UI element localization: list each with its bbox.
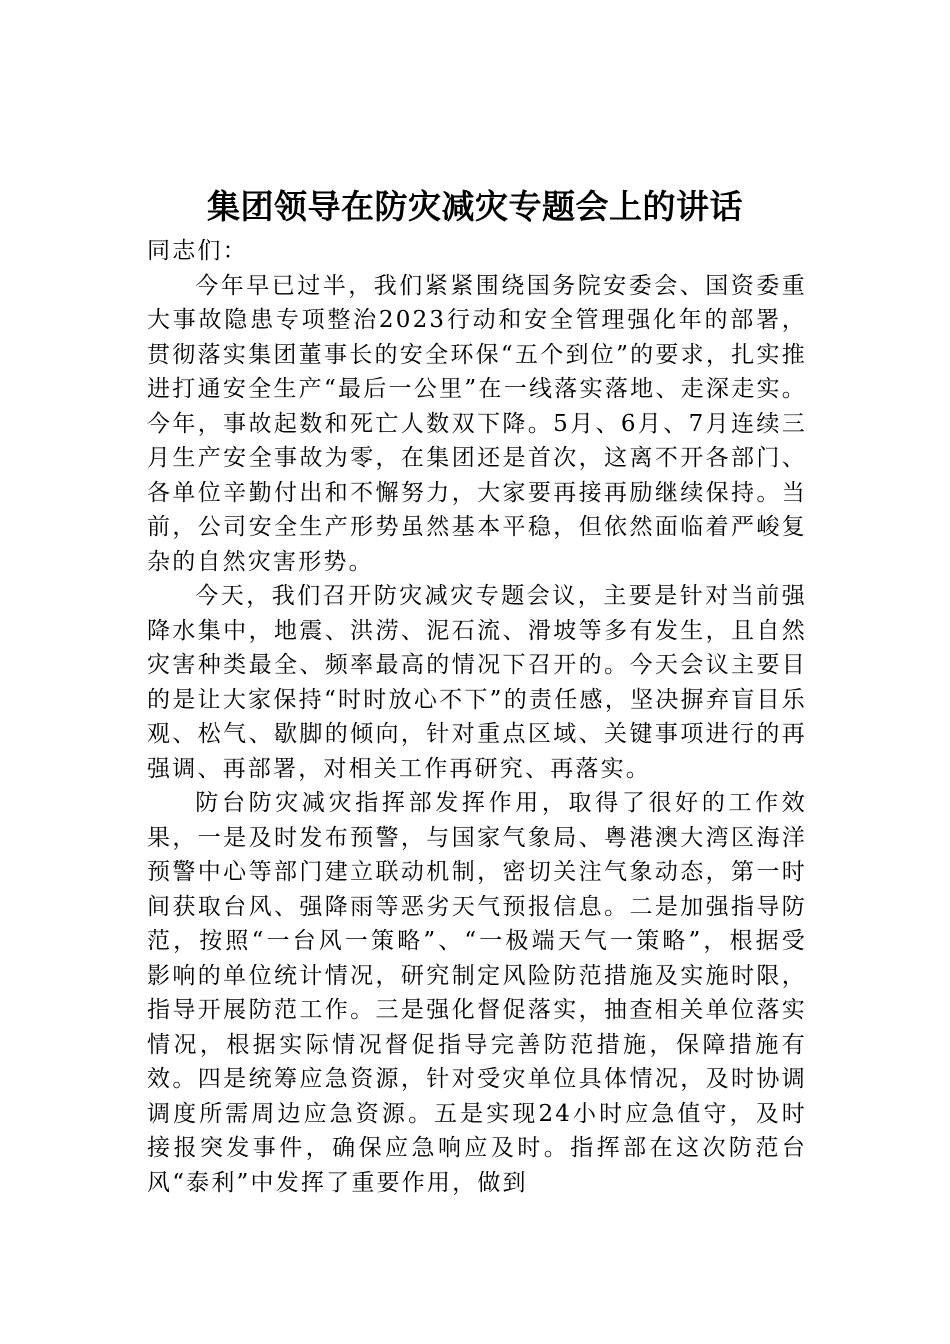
document-body: [147, 234, 807, 1200]
paragraph-2: 今天，我们召开防灾减灾专题会议，主要是针对当前强降水集中，地震、洪涝、泥石流、滑坡等多有发生，且自然灾害种类最全、频率最高的情况下召开的。今天会议主要目的是让大家保持“时时放心不下”的责任感，坚决摒弃盲目乐观、松气、歇脚的倾向，针对重点区域、关键事项进行的再强调、再部署，对相关工作再研究、再落实。: [147, 583, 807, 782]
paragraph-3: 防台防灾减灾指挥部发挥作用，取得了很好的工作效果，一是及时发布预警，与国家气象局、粤港澳大湾区海洋预警中心等部门建立联动机制，密切关注气象动态，第一时间获取台风、强降雨等恶劣天气预报信息。二是加强指导防范，按照“一台风一策略”、“一极端天气一策略”，根据受影响的单位统计情况，研究制定风险防范措施及实施时限，指导开展防范工作。三是强化督促落实，抽查相关单位落实情况，根据实际情况督促指导完善防范措施，保障措施有效。四是统筹应急资源，针对受灾单位具体情况，及时协调调度所需周边应急资源。五是实现24小时应急值守，及时接报突发事件，确保应急响应及时。指挥部在这次防范台风“泰利”中发挥了重要作用，做到: [147, 790, 807, 1196]
document-title: 集团领导在防灾减灾专题会上的讲话: [207, 187, 743, 227]
paragraph-1: 今年早已过半，我们紧紧围绕国务院安委会、国资委重大事故隐患专项整治2023行动和安全管理强化年的部署，贯彻落实集团董事长的安全环保“五个到位”的要求，扎实推进打通安全生产“最后一公里”在一线落实落地、走深走实。今年，事故起数和死亡人数双下降。5月、6月、7月连续三月生产安全事故为零，在集团还是首次，这离不开各部门、各单位辛勤付出和不懈努力，大家要再接再励继续保持。当前，公司安全生产形势虽然基本平稳，但依然面临着严峻复杂的自然灾害形势。: [147, 272, 807, 575]
greeting: 同志们：: [147, 238, 248, 264]
